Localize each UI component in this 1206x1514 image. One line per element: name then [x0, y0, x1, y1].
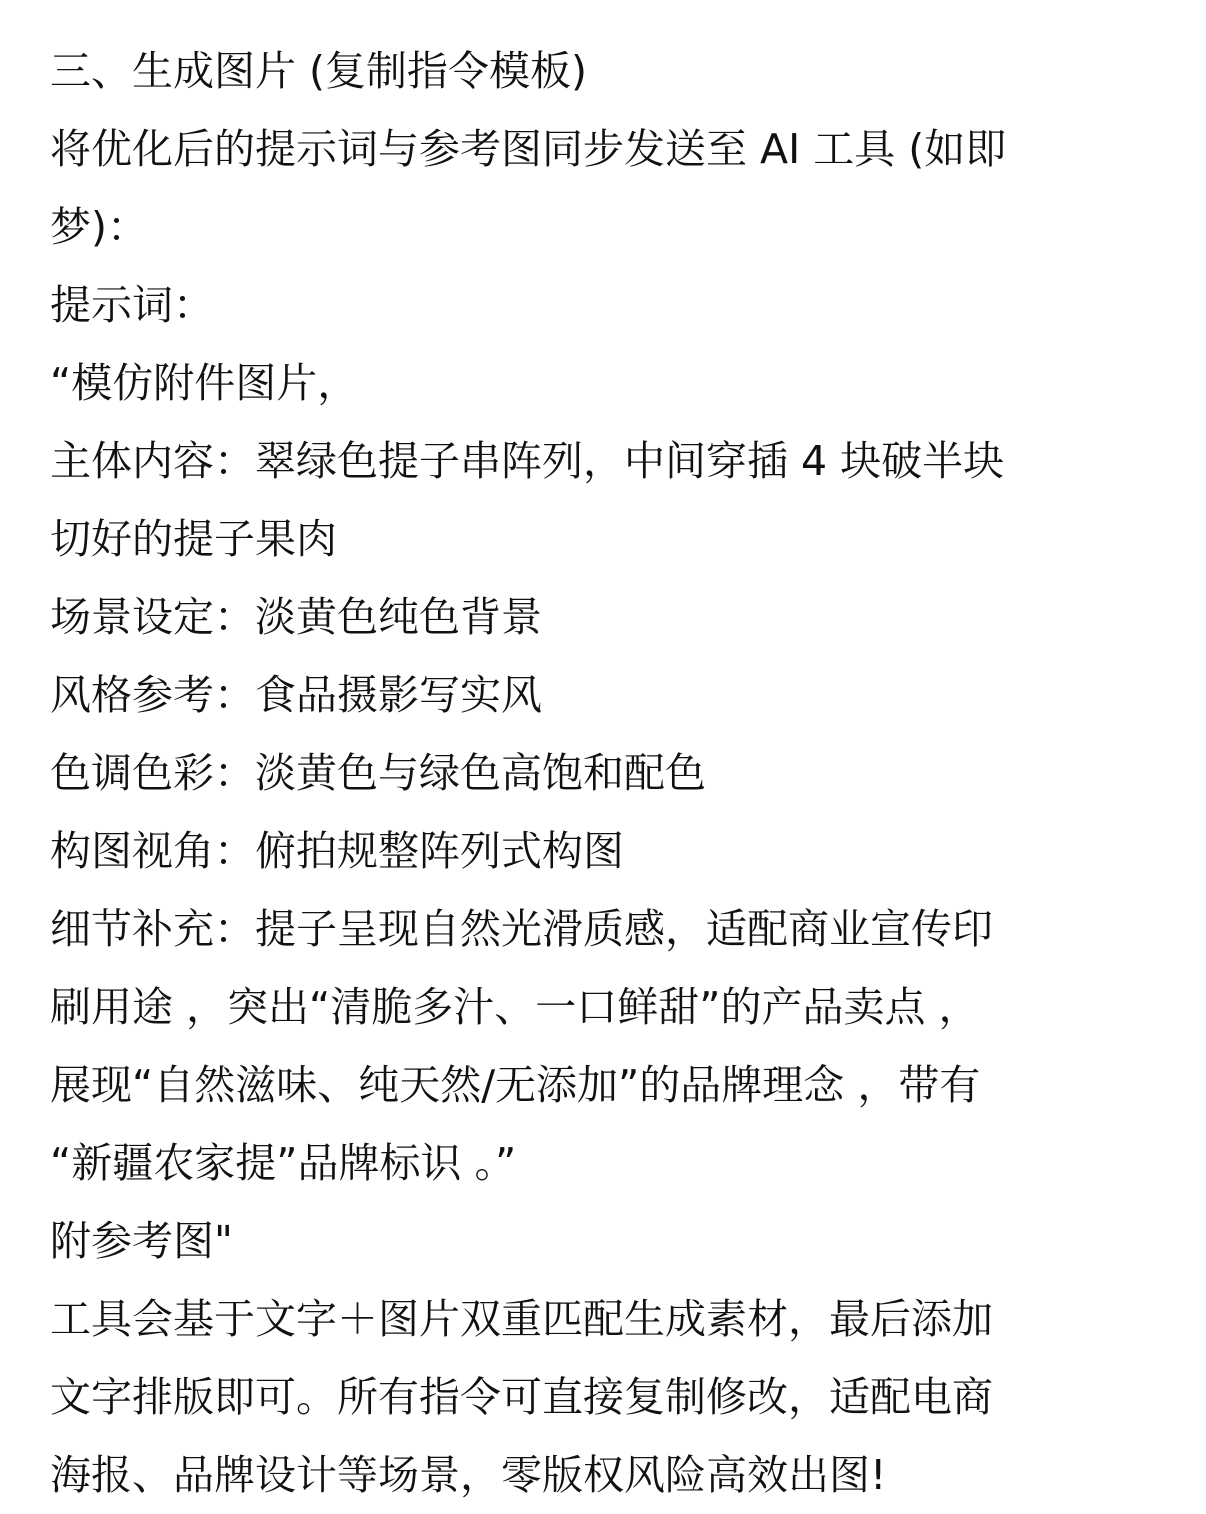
prompt-line: 附参考图" — [50, 1217, 233, 1265]
prompt-line: 构图视角：俯拍规整阵列式构图 — [50, 827, 624, 875]
prompt-line: 展现“自然滋味、纯天然/无添加”的品牌理念 ，带有 — [50, 1061, 981, 1109]
prompt-line: 风格参考：食品摄影写实风 — [50, 671, 542, 719]
prompt-line: 细节补充：提子呈现自然光滑质感，适配商业宣传印 — [50, 905, 993, 953]
section-heading: 三、生成图片 (复制指令模板) — [50, 47, 588, 95]
prompt-line: 刷用途 ，突出“清脆多汁、一口鲜甜”的产品卖点 ， — [50, 983, 980, 1031]
prompt-label: 提示词： — [50, 281, 214, 329]
summary-line: 文字排版即可。所有指令可直接复制修改，适配电商 — [50, 1373, 993, 1421]
document-body — [50, 32, 1180, 1514]
instruction-line: 将优化后的提示词与参考图同步发送至 AI 工具 (如即 — [50, 125, 1007, 173]
prompt-line: “模仿附件图片， — [50, 359, 359, 407]
prompt-line: 切好的提子果肉 — [50, 515, 337, 563]
prompt-line: 主体内容：翠绿色提子串阵列，中间穿插 4 块破半块 — [50, 437, 1005, 485]
prompt-line: “新疆农家提”品牌标识 。” — [50, 1139, 517, 1187]
instruction-line: 梦)： — [50, 203, 148, 251]
summary-line: 工具会基于文字＋图片双重匹配生成素材，最后添加 — [50, 1295, 993, 1343]
prompt-line: 色调色彩：淡黄色与绿色高饱和配色 — [50, 749, 706, 797]
prompt-line: 场景设定：淡黄色纯色背景 — [50, 593, 542, 641]
summary-line: 海报、品牌设计等场景，零版权风险高效出图! — [50, 1451, 887, 1499]
